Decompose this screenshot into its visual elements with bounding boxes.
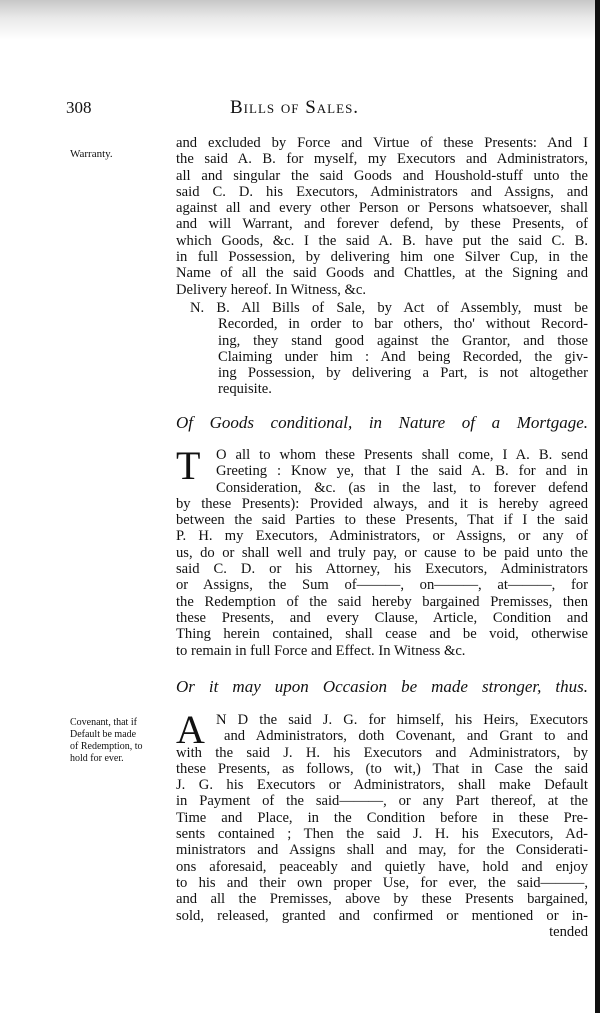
text-line: O all to whom these Presents shall come, I A. B. send (216, 447, 588, 463)
catchword: tended (549, 923, 588, 940)
text-line: between the said Parties to these Presents, That if I the said (176, 512, 588, 529)
text-line: said C. D. his Executors, Administrators and Assigns, and (176, 183, 588, 200)
scan-edge (595, 0, 600, 1013)
note-line: Covenant, that if (70, 717, 137, 728)
text-line: which Goods, &c. I the said A. B. have put the said C. B. (176, 232, 588, 249)
text-line: the said A. B. for myself, my Executors and Administrators, (176, 151, 588, 168)
paragraph-mortgage (176, 447, 588, 659)
paragraph-warranty (176, 135, 588, 298)
text-line: with the said J. H. his Executors and Administrators, by (176, 744, 588, 761)
text-line: said C. D. or his Attorney, his Executors, Administrators (176, 561, 588, 578)
text-line: all and singular the said Goods and Houshold-stuff unto the (176, 167, 588, 184)
text-line: and all the Premisses, above by these Presents bargained, (176, 891, 588, 908)
text-line: sents contained ; Then the said J. H. his Executors, Ad- (176, 826, 588, 843)
text-line: to remain in full Force and Effect. In Witness &c. (176, 642, 466, 659)
text-line: Name of all the said Goods and Chattles, at the Signing and (176, 265, 588, 282)
text-line: us, do or shall well and truly pay, or cause to be paid unto the (176, 544, 588, 561)
text-line: and excluded by Force and Virtue of these Presents: And I (176, 135, 588, 151)
text-line: J. G. his Executors or Administrators, shall make Default (176, 777, 588, 794)
nota-bene (176, 300, 588, 398)
section-heading-stronger: Or it may upon Occasion be made stronger, thus. (176, 677, 588, 696)
scan-shadow (0, 0, 600, 40)
paragraph-covenant (176, 712, 588, 940)
text-line: by these Presents): Provided always, and it is hereby agreed (176, 495, 588, 512)
margin-note-warranty: Warranty. (70, 148, 113, 160)
text-line: Delivery hereof. In Witness, &c. (176, 281, 367, 298)
text-line: requisite. (218, 381, 272, 398)
text-line: Time and Place, in the Condition before in these Pre- (176, 809, 588, 826)
text-line: against all and every other Person or Persons whatsoever, shall (176, 200, 588, 217)
section-heading-mortgage: Of Goods conditional, in Nature of a Mortgage. (176, 413, 588, 432)
text-line: ing Possession, by delivering a Part, is not altogether (218, 365, 588, 382)
text-line: sold, released, granted and confirmed or mentioned or in- (176, 907, 588, 924)
drop-cap: T (176, 446, 201, 486)
text-line: these Presents, as follows, (to wit,) That in Case the said (176, 760, 588, 777)
text-line: and Administrators, doth Covenant, and Grant to and (224, 728, 588, 745)
page-number: 308 (66, 98, 92, 117)
text-line: ons aforesaid, peaceably and quietly have, hold and enjoy (176, 858, 588, 875)
text-line: N. B. All Bills of Sale, by Act of Assembly, must be (190, 300, 588, 316)
text-line: or Assigns, the Sum of———, on———, at———, for (176, 577, 588, 594)
note-line: hold for ever. (70, 753, 124, 764)
text-line: Consideration, &c. (as in the last, to forever defend (216, 479, 588, 496)
text-line: in full Possession, by delivering him one Silver Cup, in the (176, 249, 588, 266)
text-line: the Redemption of the said hereby bargained Premisses, then (176, 593, 588, 610)
text-line: these Presents, and every Clause, Article, Condition and (176, 609, 588, 626)
text-line: N D the said J. G. for himself, his Heirs, Executors (216, 712, 588, 728)
margin-note-covenant (70, 717, 170, 765)
note-line: Default be made (70, 729, 137, 740)
note-line: of Redemption, to (70, 741, 143, 752)
text-line: and will Warrant, and forever defend, by these Presents, of (176, 216, 588, 233)
running-head: Bills of Sales. (230, 97, 360, 118)
drop-cap: A (176, 710, 205, 750)
text-line: to his and their own proper Use, for ever, the said———, (176, 874, 588, 891)
text-line: P. H. my Executors, Administrators, or Assigns, or any of (176, 528, 588, 545)
text-line: ministrators and Assigns shall and may, for the Considerati- (176, 842, 588, 859)
text-line: in Payment of the said———, or any Part thereof, at the (176, 793, 588, 810)
text-line: ing, they stand good against the Grantor, and those (218, 332, 588, 349)
text-line: Greeting : Know ye, that I the said A. B. for and in (216, 463, 588, 480)
text-line: Recorded, in order to bar others, tho' without Record- (218, 316, 588, 333)
text-line: Thing herein contained, shall cease and be void, otherwise (176, 626, 588, 643)
text-line: Claiming under him : And being Recorded, the giv- (218, 348, 588, 365)
